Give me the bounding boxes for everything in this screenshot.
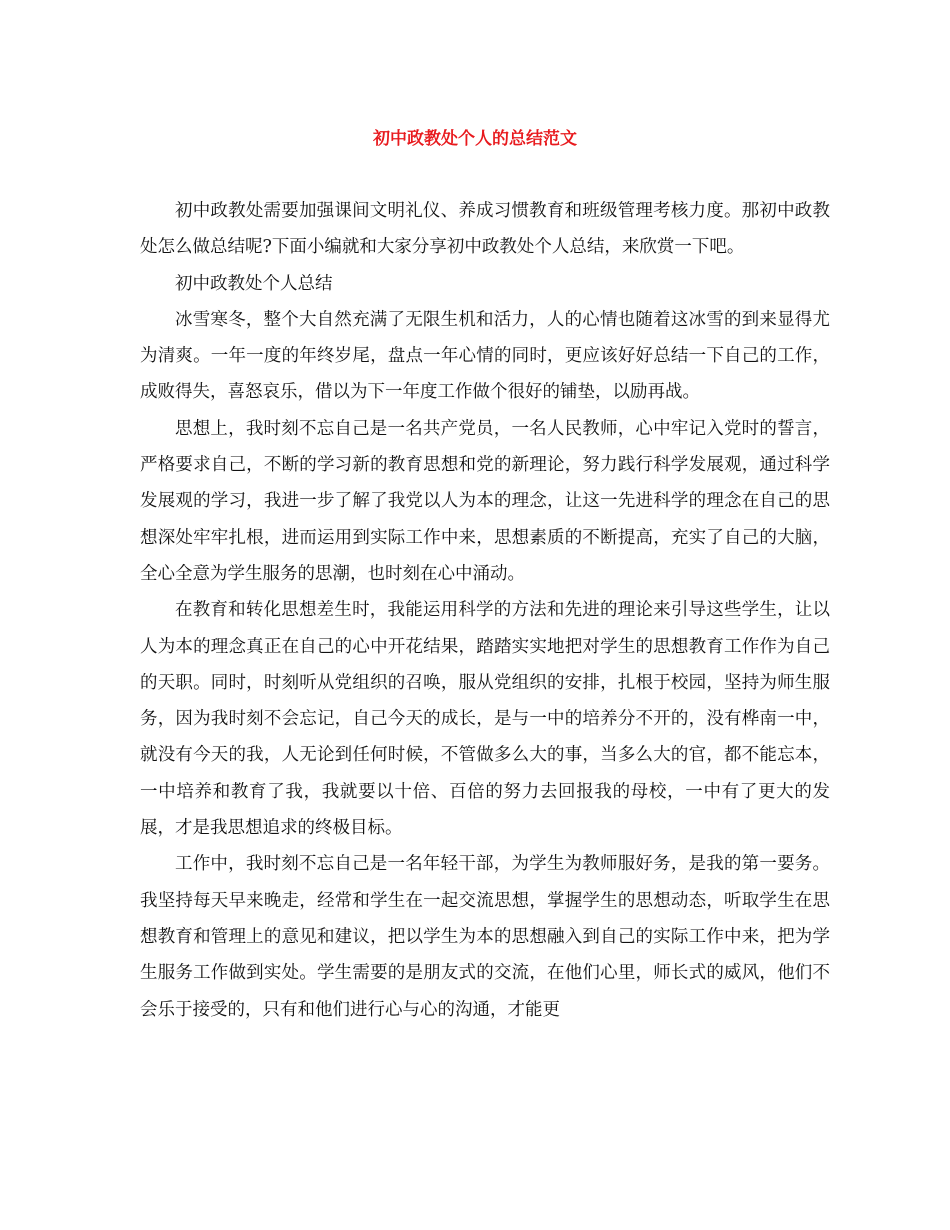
paragraph-education: 在教育和转化思想差生时，我能运用科学的方法和先进的理论来引导这些学生，让以人为本的理念真正在自己的心中开花结果，踏踏实实地把对学生的思想教育工作作为自己的天职。同时，时刻听从党组织的召唤，服从党组织的安排，扎根于校园，坚持为师生服务，因为我时刻不会忘记，自己今天的成长，是与一中的培养分不开的，没有桦南一中，就没有今天的我，人无论到任何时候，不管做多么大的事，当多么大的官，都不能忘本，一中培养和教育了我，我就要以十倍、百倍的努力去回报我的母校，一中有了更大的发展，才是我思想追求的终极目标。 (140, 600, 830, 839)
document-body (140, 193, 830, 1028)
document-title: 初中政教处个人的总结范文 (373, 129, 577, 149)
paragraph-opening: 冰雪寒冬，整个大自然充满了无限生机和活力，人的心情也随着这冰雪的到来显得尤为清爽。一年一度的年终岁尾，盘点一年心情的同时，更应该好好总结一下自己的工作，成败得失，喜怒哀乐，借以为下一年度工作做个很好的铺垫，以励再战。 (140, 309, 830, 403)
paragraph-ideology: 思想上，我时刻不忘自己是一名共产党员，一名人民教师，心中牢记入党时的誓言，严格要求自己，不断的学习新的教育思想和党的新理论，努力践行科学发展观，通过科学发展观的学习，我进一步了解了我党以人为本的理念，让这一先进科学的理念在自己的思想深处牢牢扎根，进而运用到实际工作中来，思想素质的不断提高，充实了自己的大脑，全心全意为学生服务的思潮，也时刻在心中涌动。 (140, 418, 830, 584)
paragraph-work: 工作中，我时刻不忘自己是一名年轻干部，为学生为教师服好务，是我的第一要务。我坚持每天早来晚走，经常和学生在一起交流思想，掌握学生的思想动态，听取学生在思想教育和管理上的意见和建议，把以学生为本的思想融入到自己的实际工作中来，把为学生服务工作做到实处。学生需要的是朋友式的交流，在他们心里，师长式的威风，他们不会乐于接受的，只有和他们进行心与心的沟通，才能更 (140, 854, 830, 1020)
paragraph-intro: 初中政教处需要加强课间文明礼仪、养成习惯教育和班级管理考核力度。那初中政教处怎么做总结呢?下面小编就和大家分享初中政教处个人总结，来欣赏一下吧。 (140, 201, 830, 258)
section-heading: 初中政教处个人总结 (175, 273, 333, 294)
